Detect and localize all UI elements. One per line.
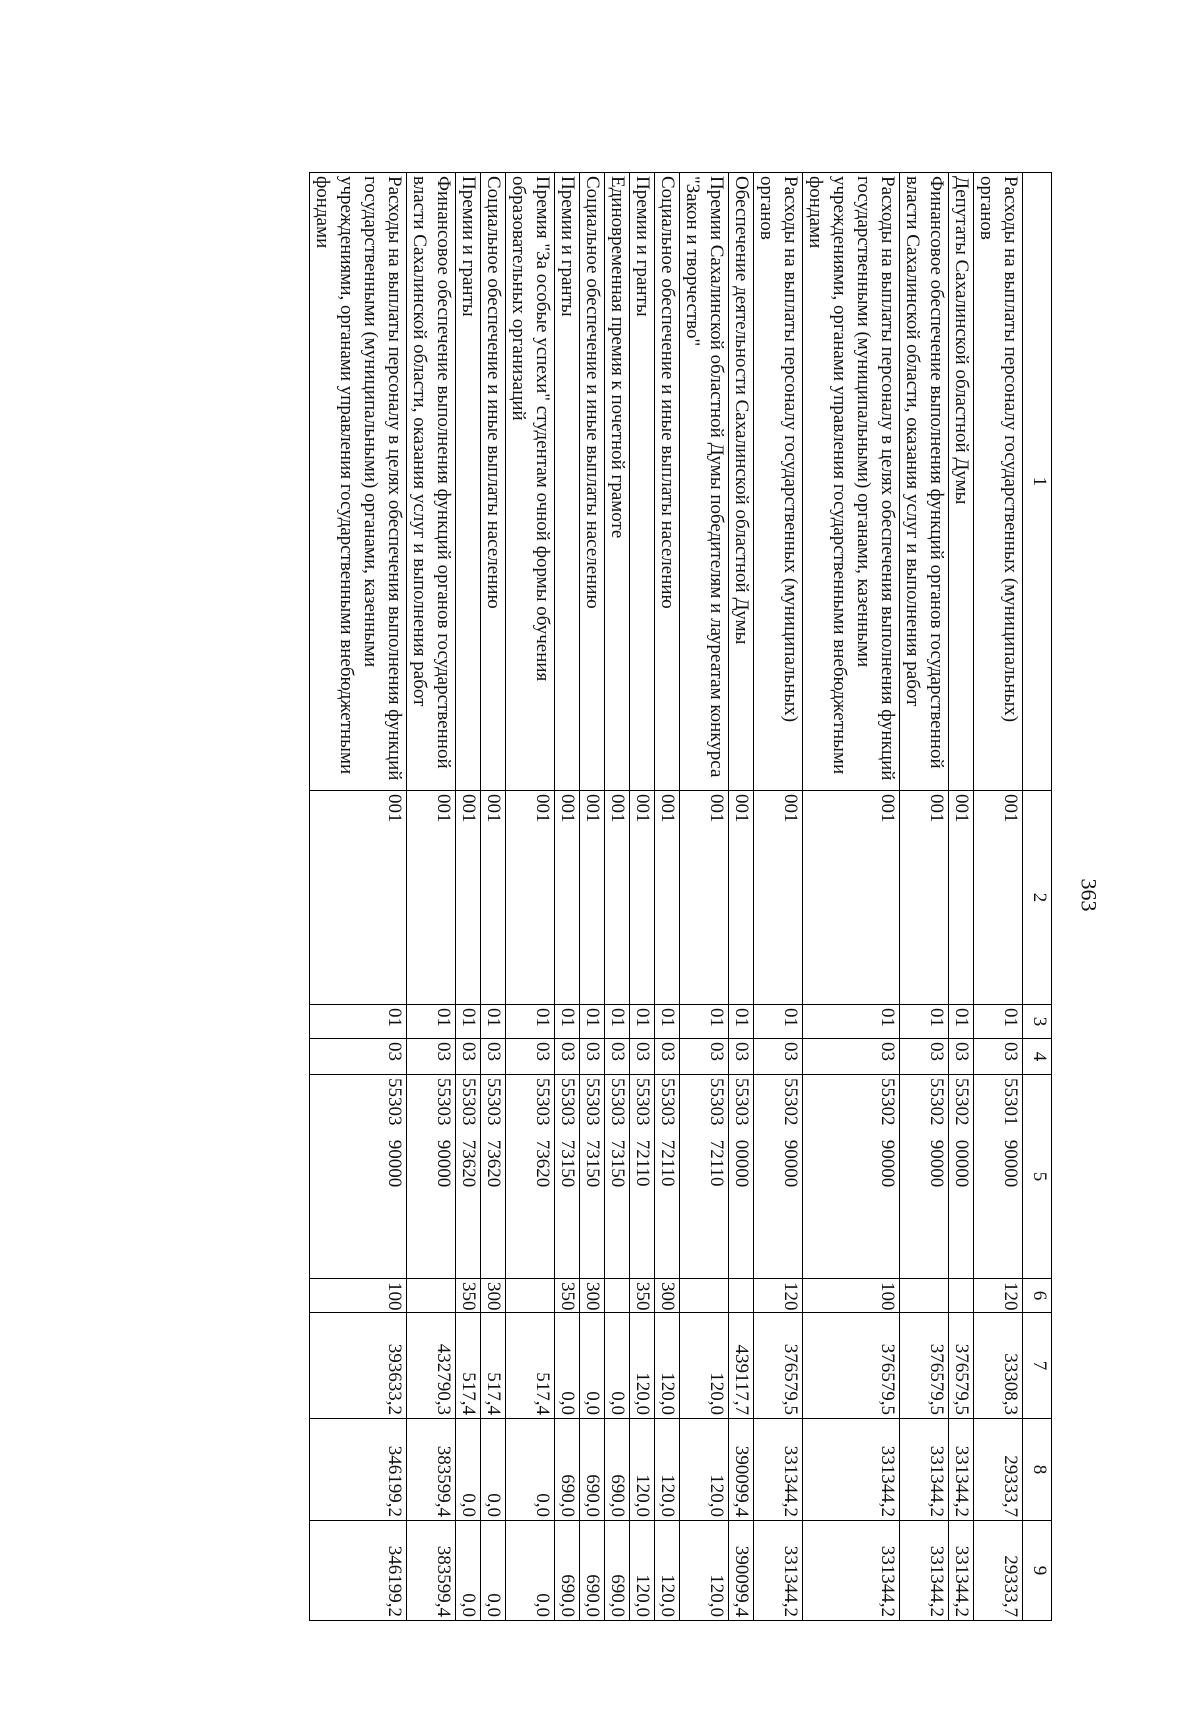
section-code-cell: 01 xyxy=(481,1005,506,1039)
amount-year2-cell: 390099,4 xyxy=(729,1419,754,1521)
amount-year2-cell: 120,0 xyxy=(680,1419,729,1521)
amount-year2-cell: 383599,4 xyxy=(407,1419,456,1521)
expense-type-cell xyxy=(506,1279,555,1313)
target-article-cell: 55302 00000 xyxy=(949,1075,974,1279)
amount-year2-cell: 690,0 xyxy=(580,1419,605,1521)
amount-year2-cell: 331344,2 xyxy=(803,1419,900,1521)
section-code-cell: 01 xyxy=(605,1005,630,1039)
table-row xyxy=(754,173,803,1621)
amount-year1-cell: 0,0 xyxy=(605,1313,630,1419)
section-code-cell: 01 xyxy=(974,1005,1023,1039)
table-row xyxy=(580,173,605,1621)
table-row xyxy=(803,173,900,1621)
amount-year3-cell: 331344,2 xyxy=(803,1521,900,1621)
row-name-cell: Премии и гранты xyxy=(456,173,481,791)
subsection-code-cell: 03 xyxy=(949,1039,974,1075)
ministry-code-cell: 001 xyxy=(655,791,680,1005)
section-code-cell: 01 xyxy=(506,1005,555,1039)
ministry-code-cell: 001 xyxy=(680,791,729,1005)
amount-year1-cell: 120,0 xyxy=(655,1313,680,1419)
row-name-cell: Единовременная премия к почетной грамоте xyxy=(605,173,630,791)
ministry-code-cell: 001 xyxy=(729,791,754,1005)
amount-year1-cell: 517,4 xyxy=(456,1313,481,1419)
amount-year1-cell: 517,4 xyxy=(506,1313,555,1419)
column-header: 7 xyxy=(1023,1313,1052,1419)
amount-year1-cell: 376579,5 xyxy=(803,1313,900,1419)
amount-year3-cell: 390099,4 xyxy=(729,1521,754,1621)
expense-type-cell xyxy=(900,1279,949,1313)
ministry-code-cell: 001 xyxy=(580,791,605,1005)
expense-type-cell xyxy=(407,1279,456,1313)
table-row xyxy=(481,173,506,1621)
row-name-cell: Расходы на выплаты персоналу государственных (муниципальных) органов xyxy=(754,173,803,791)
amount-year1-cell: 376579,5 xyxy=(949,1313,974,1419)
target-article-cell: 55303 73620 xyxy=(456,1075,481,1279)
row-name-cell: Расходы на выплаты персоналу в целях обеспечения выполнения функций государственными (муниципальными) органами, казенными учреждениями, органами управления государственными внебюджетными фондами xyxy=(310,173,407,791)
amount-year3-cell: 331344,2 xyxy=(949,1521,974,1621)
section-code-cell: 01 xyxy=(754,1005,803,1039)
table-row xyxy=(900,173,949,1621)
expense-type-cell: 350 xyxy=(456,1279,481,1313)
subsection-code-cell: 03 xyxy=(555,1039,580,1075)
ministry-code-cell: 001 xyxy=(506,791,555,1005)
subsection-code-cell: 03 xyxy=(900,1039,949,1075)
row-name-cell: Социальное обеспечение и иные выплаты населению xyxy=(655,173,680,791)
header-row xyxy=(1023,173,1052,1621)
amount-year3-cell: 346199,2 xyxy=(310,1521,407,1621)
table-row xyxy=(655,173,680,1621)
table-row xyxy=(630,173,655,1621)
target-article-cell: 55303 90000 xyxy=(310,1075,407,1279)
amount-year1-cell: 376579,5 xyxy=(754,1313,803,1419)
page-number: 363 xyxy=(1076,878,1102,912)
row-name-cell: Социальное обеспечение и иные выплаты населению xyxy=(580,173,605,791)
amount-year2-cell: 346199,2 xyxy=(310,1419,407,1521)
table-row xyxy=(974,173,1023,1621)
amount-year2-cell: 331344,2 xyxy=(949,1419,974,1521)
amount-year3-cell: 331344,2 xyxy=(754,1521,803,1621)
table-row xyxy=(605,173,630,1621)
amount-year3-cell: 331344,2 xyxy=(900,1521,949,1621)
section-code-cell: 01 xyxy=(900,1005,949,1039)
section-code-cell: 01 xyxy=(729,1005,754,1039)
amount-year3-cell: 0,0 xyxy=(481,1521,506,1621)
amount-year2-cell: 331344,2 xyxy=(754,1419,803,1521)
column-header: 6 xyxy=(1023,1279,1052,1313)
row-name-cell: Премии и гранты xyxy=(555,173,580,791)
target-article-cell: 55303 73620 xyxy=(481,1075,506,1279)
ministry-code-cell: 001 xyxy=(630,791,655,1005)
expense-type-cell: 120 xyxy=(974,1279,1023,1313)
expense-type-cell: 350 xyxy=(555,1279,580,1313)
section-code-cell: 01 xyxy=(310,1005,407,1039)
column-header: 2 xyxy=(1023,791,1052,1005)
ministry-code-cell: 001 xyxy=(310,791,407,1005)
subsection-code-cell: 03 xyxy=(803,1039,900,1075)
amount-year2-cell: 0,0 xyxy=(506,1419,555,1521)
table-row xyxy=(407,173,456,1621)
ministry-code-cell: 001 xyxy=(900,791,949,1005)
target-article-cell: 55302 90000 xyxy=(900,1075,949,1279)
ministry-code-cell: 001 xyxy=(456,791,481,1005)
subsection-code-cell: 03 xyxy=(456,1039,481,1075)
target-article-cell: 55302 90000 xyxy=(803,1075,900,1279)
amount-year2-cell: 120,0 xyxy=(655,1419,680,1521)
subsection-code-cell: 03 xyxy=(506,1039,555,1075)
ministry-code-cell: 001 xyxy=(407,791,456,1005)
target-article-cell: 55303 90000 xyxy=(407,1075,456,1279)
amount-year1-cell: 517,4 xyxy=(481,1313,506,1419)
amount-year1-cell: 33308,3 xyxy=(974,1313,1023,1419)
section-code-cell: 01 xyxy=(655,1005,680,1039)
ministry-code-cell: 001 xyxy=(754,791,803,1005)
subsection-code-cell: 03 xyxy=(605,1039,630,1075)
amount-year1-cell: 376579,5 xyxy=(900,1313,949,1419)
row-name-cell: Обеспечение деятельности Сахалинской областной Думы xyxy=(729,173,754,791)
column-header: 5 xyxy=(1023,1075,1052,1279)
target-article-cell: 55303 73620 xyxy=(506,1075,555,1279)
amount-year2-cell: 0,0 xyxy=(481,1419,506,1521)
subsection-code-cell: 03 xyxy=(407,1039,456,1075)
section-code-cell: 01 xyxy=(456,1005,481,1039)
expense-type-cell: 350 xyxy=(630,1279,655,1313)
amount-year3-cell: 120,0 xyxy=(630,1521,655,1621)
subsection-code-cell: 03 xyxy=(729,1039,754,1075)
amount-year2-cell: 0,0 xyxy=(456,1419,481,1521)
amount-year1-cell: 0,0 xyxy=(555,1313,580,1419)
amount-year3-cell: 120,0 xyxy=(680,1521,729,1621)
expense-type-cell: 300 xyxy=(655,1279,680,1313)
expense-type-cell xyxy=(729,1279,754,1313)
table-row xyxy=(680,173,729,1621)
subsection-code-cell: 03 xyxy=(655,1039,680,1075)
ministry-code-cell: 001 xyxy=(555,791,580,1005)
row-name-cell: Финансовое обеспечение выполнения функций органов государственной власти Сахалинской области, оказания услуг и выполнения работ xyxy=(900,173,949,791)
table-row xyxy=(729,173,754,1621)
row-name-cell: Депутаты Сахалинской областной Думы xyxy=(949,173,974,791)
subsection-code-cell: 03 xyxy=(580,1039,605,1075)
row-name-cell: Премии и гранты xyxy=(630,173,655,791)
amount-year2-cell: 690,0 xyxy=(605,1419,630,1521)
section-code-cell: 01 xyxy=(580,1005,605,1039)
ministry-code-cell: 001 xyxy=(605,791,630,1005)
section-code-cell: 01 xyxy=(803,1005,900,1039)
expense-type-cell: 120 xyxy=(754,1279,803,1313)
ministry-code-cell: 001 xyxy=(974,791,1023,1005)
amount-year3-cell: 120,0 xyxy=(655,1521,680,1621)
target-article-cell: 55303 00000 xyxy=(729,1075,754,1279)
section-code-cell: 01 xyxy=(630,1005,655,1039)
table-row xyxy=(310,173,407,1621)
row-name-cell: Расходы на выплаты персоналу в целях обеспечения выполнения функций государственными (муниципальными) органами, казенными учреждениями, органами управления государственными внебюджетными фондами xyxy=(803,173,900,791)
amount-year1-cell: 393633,2 xyxy=(310,1313,407,1419)
amount-year3-cell: 690,0 xyxy=(555,1521,580,1621)
subsection-code-cell: 03 xyxy=(630,1039,655,1075)
expense-type-cell xyxy=(680,1279,729,1313)
target-article-cell: 55303 72110 xyxy=(630,1075,655,1279)
ministry-code-cell: 001 xyxy=(481,791,506,1005)
expense-type-cell xyxy=(605,1279,630,1313)
section-code-cell: 01 xyxy=(555,1005,580,1039)
table-row xyxy=(456,173,481,1621)
target-article-cell: 55303 73150 xyxy=(555,1075,580,1279)
amount-year2-cell: 29333,7 xyxy=(974,1419,1023,1521)
column-header: 9 xyxy=(1023,1521,1052,1621)
amount-year3-cell: 690,0 xyxy=(580,1521,605,1621)
target-article-cell: 55303 72110 xyxy=(680,1075,729,1279)
section-code-cell: 01 xyxy=(949,1005,974,1039)
subsection-code-cell: 03 xyxy=(974,1039,1023,1075)
amount-year1-cell: 120,0 xyxy=(630,1313,655,1419)
column-header: 4 xyxy=(1023,1039,1052,1075)
subsection-code-cell: 03 xyxy=(754,1039,803,1075)
table-row xyxy=(949,173,974,1621)
table-row xyxy=(555,173,580,1621)
ministry-code-cell: 001 xyxy=(803,791,900,1005)
amount-year2-cell: 331344,2 xyxy=(900,1419,949,1521)
amount-year2-cell: 690,0 xyxy=(555,1419,580,1521)
amount-year3-cell: 690,0 xyxy=(605,1521,630,1621)
expense-type-cell: 300 xyxy=(481,1279,506,1313)
row-name-cell: Премии Сахалинской областной Думы победителям и лауреатам конкурса "Закон и творчество" xyxy=(680,173,729,791)
amount-year3-cell: 29333,7 xyxy=(974,1521,1023,1621)
table-row xyxy=(506,173,555,1621)
subsection-code-cell: 03 xyxy=(310,1039,407,1075)
row-name-cell: Расходы на выплаты персоналу государственных (муниципальных) органов xyxy=(974,173,1023,791)
amount-year1-cell: 0,0 xyxy=(580,1313,605,1419)
subsection-code-cell: 03 xyxy=(680,1039,729,1075)
section-code-cell: 01 xyxy=(407,1005,456,1039)
section-code-cell: 01 xyxy=(680,1005,729,1039)
row-name-cell: Социальное обеспечение и иные выплаты населению xyxy=(481,173,506,791)
budget-table xyxy=(309,172,1052,1621)
expense-type-cell: 100 xyxy=(310,1279,407,1313)
target-article-cell: 55302 90000 xyxy=(754,1075,803,1279)
amount-year1-cell: 432790,3 xyxy=(407,1313,456,1419)
expense-type-cell xyxy=(949,1279,974,1313)
table-body xyxy=(310,173,1023,1621)
row-name-cell: Премия "За особые успехи" студентам очной формы обучения образовательных организаций xyxy=(506,173,555,791)
target-article-cell: 55301 90000 xyxy=(974,1075,1023,1279)
expense-type-cell: 300 xyxy=(580,1279,605,1313)
ministry-code-cell: 001 xyxy=(949,791,974,1005)
target-article-cell: 55303 72110 xyxy=(655,1075,680,1279)
row-name-cell: Финансовое обеспечение выполнения функций органов государственной власти Сахалинской области, оказания услуг и выполнения работ xyxy=(407,173,456,791)
expense-type-cell: 100 xyxy=(803,1279,900,1313)
amount-year2-cell: 120,0 xyxy=(630,1419,655,1521)
target-article-cell: 55303 73150 xyxy=(605,1075,630,1279)
subsection-code-cell: 03 xyxy=(481,1039,506,1075)
target-article-cell: 55303 73150 xyxy=(580,1075,605,1279)
amount-year3-cell: 0,0 xyxy=(506,1521,555,1621)
amount-year1-cell: 120,0 xyxy=(680,1313,729,1419)
amount-year1-cell: 439117,7 xyxy=(729,1313,754,1419)
column-header: 3 xyxy=(1023,1005,1052,1039)
rotated-table-wrapper xyxy=(83,172,1052,1620)
amount-year3-cell: 0,0 xyxy=(456,1521,481,1621)
column-header: 8 xyxy=(1023,1419,1052,1521)
amount-year3-cell: 383599,4 xyxy=(407,1521,456,1621)
column-header: 1 xyxy=(1023,173,1052,791)
